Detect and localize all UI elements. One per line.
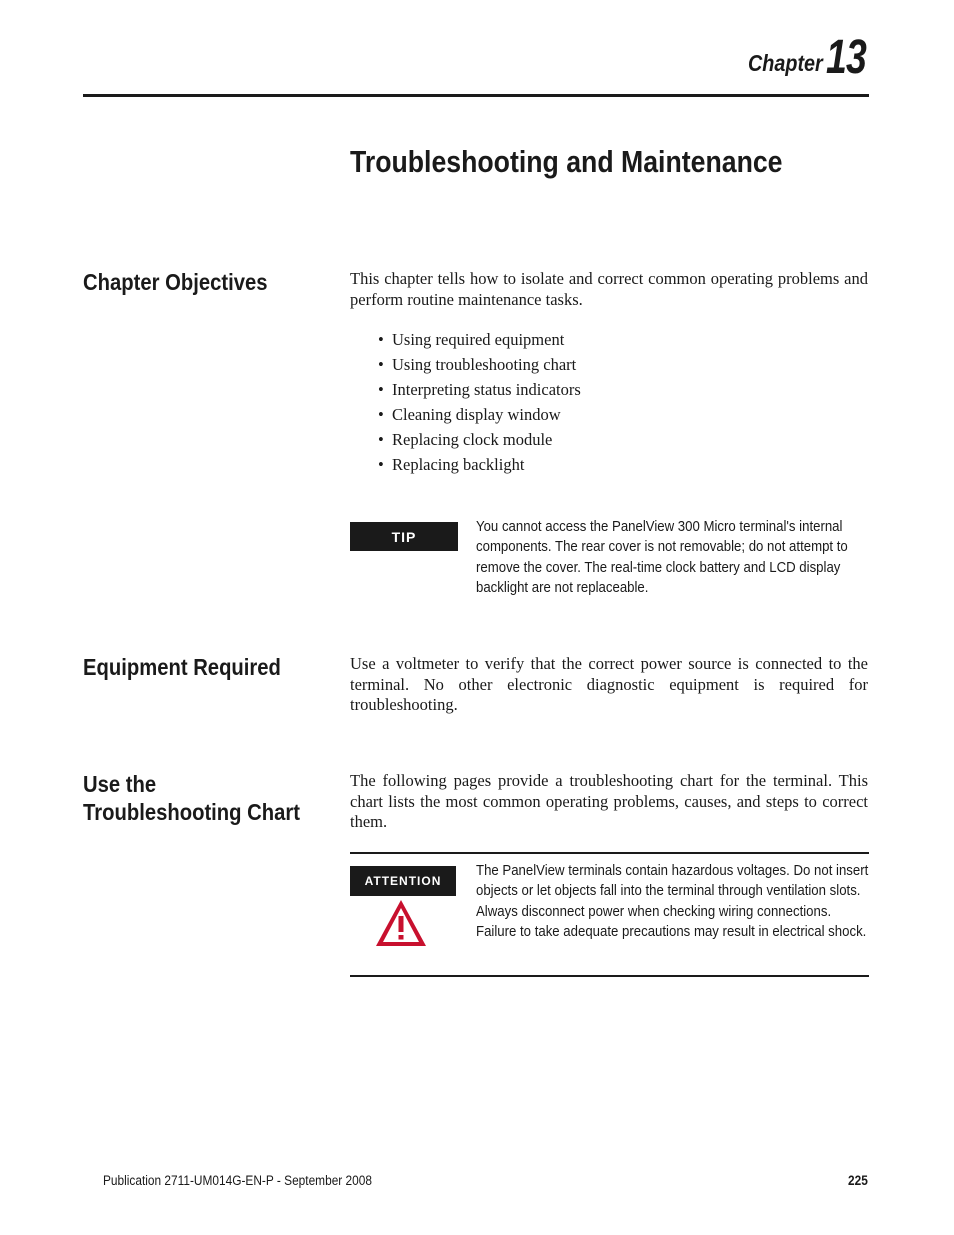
footer-publication: Publication 2711-UM014G-EN-P - September 2008 — [103, 1173, 372, 1188]
tip-label: TIP — [350, 522, 458, 551]
attention-bottom-rule — [350, 975, 869, 977]
section-heading-equipment: Equipment Required — [83, 654, 281, 680]
objectives-intro: This chapter tells how to isolate and correct common operating problems and perform routine maintenance tasks. — [350, 269, 868, 309]
bullet-icon: • — [378, 380, 384, 399]
chapter-rule — [83, 94, 869, 97]
attention-text: The PanelView terminals contain hazardous voltages. Do not insert objects or let objects fall into the terminal through ventilation slots. Always disconnect power when checking wiring connections. Failure to take adequate precautions may result in electrical shock. — [476, 862, 869, 940]
section-heading-objectives: Chapter Objectives — [83, 269, 268, 295]
equipment-text: Use a voltmeter to verify that the correct power source is connected to the terminal. No other electronic diagnostic equipment is required for troubleshooting. — [350, 654, 868, 714]
page-number: 225 — [848, 1173, 868, 1188]
attention-top-rule — [350, 852, 869, 854]
list-item: • Replacing clock module — [378, 430, 553, 449]
tip-text: You cannot access the PanelView 300 Micro terminal's internal components. The rear cover is not removable; do not attempt to remove the cover. The real-time clock battery and LCD display backlight are not replaceable. — [476, 518, 848, 596]
attention-label: ATTENTION — [350, 866, 456, 896]
list-item: • Using required equipment — [378, 330, 565, 349]
bullet-icon: • — [378, 355, 384, 374]
list-item: • Using troubleshooting chart — [378, 355, 577, 374]
bullet-icon: • — [378, 330, 384, 349]
warning-triangle-icon — [374, 898, 428, 948]
bullet-icon: • — [378, 430, 384, 449]
chapter-number: 13 — [826, 31, 867, 84]
bullet-icon: • — [378, 405, 384, 424]
list-item: • Interpreting status indicators — [378, 380, 581, 399]
troubleshooting-text: The following pages provide a troubleshooting chart for the terminal. This chart lists the most common operating problems, causes, and steps to correct them. — [350, 771, 868, 831]
section-heading-troubleshooting: Use the Troubleshooting Chart — [83, 771, 301, 825]
list-item: • Cleaning display window — [378, 405, 561, 424]
chapter-label: Chapter — [748, 50, 823, 76]
objectives-list — [378, 330, 581, 480]
page-title: Troubleshooting and Maintenance — [350, 144, 783, 179]
list-item: • Replacing backlight — [378, 455, 525, 474]
attention-note — [476, 861, 869, 942]
bullet-icon: • — [378, 455, 384, 474]
tip-note — [476, 517, 848, 598]
